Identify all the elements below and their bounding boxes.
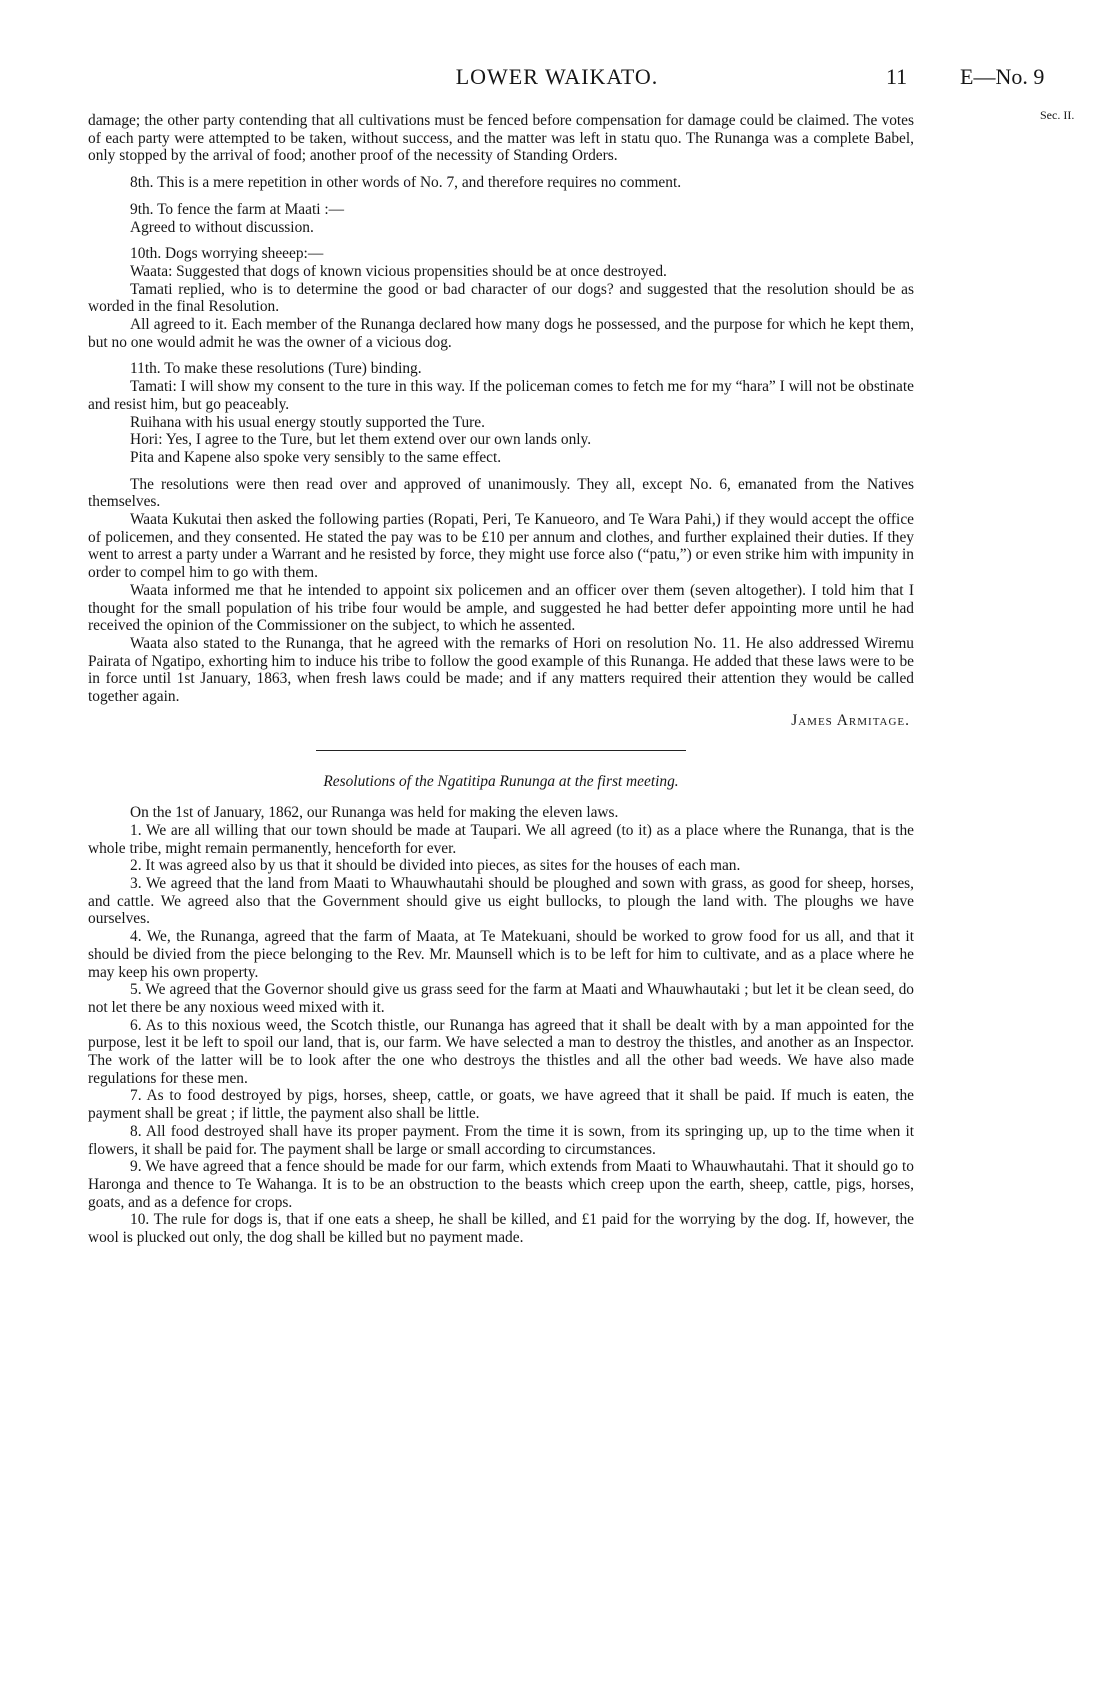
paragraph: 8th. This is a mere repetition in other words of No. 7, and therefore requires no comment.: [130, 174, 682, 192]
resolution-item: On the 1st of January, 1862, our Runanga was held for making the eleven laws.: [130, 804, 619, 822]
paragraph: 9th. To fence the farm at Maati :—: [130, 200, 345, 218]
resolution-item: 8. All food destroyed shall have its proper payment. From the time it is sown, from its springing up, up to the time when it flowers, it shall be paid for. The payment shall be large or small according to circumstances.: [88, 1122, 914, 1158]
paragraph: damage; the other party contending that all cultivations must be fenced before compensation for damage could be claimed. The votes of each party were attempted to be taken, without success, and the matter was left in statu quo. The Runanga was a complete Babel, only stopped by the arrival of food; another proof of the necessity of Standing Orders.: [88, 112, 914, 165]
paragraph: Waata informed me that he intended to appoint six policemen and an officer over them (seven altogether). I told him that I thought for the small population of his tribe four would be ample, and suggested he had better defer appointing more until he had received the opinion of the Commissioner on the subject, to which he assented.: [88, 581, 914, 635]
paragraph: 10th. Dogs worrying sheeep:—: [130, 245, 324, 263]
resolution-item: 2. It was agreed also by us that it should be divided into pieces, as sites for the houses of each man.: [130, 857, 741, 875]
resolution-item: 10. The rule for dogs is, that if one eats a sheep, he shall be killed, and £1 paid for the worrying by the dog. If, however, the wool is plucked out only, the dog shall be killed but no payment made.: [88, 1211, 914, 1247]
page-number: 11: [886, 64, 908, 89]
paragraph: Waata also stated to the Runanga, that he agreed with the remarks of Hori on resolution No. 11. He also addressed Wiremu Pairata of Ngatipo, exhorting him to induce his tribe to follow the good example of this Runanga. He added that these laws were to be in force until 1st January, 1863, when fresh laws could be made; and if any matters required their attention they would be called together again.: [88, 634, 914, 706]
paragraph: Ruihana with his usual energy stoutly supported the Ture.: [130, 413, 485, 431]
paragraph: Tamati: I will show my consent to the ture in this way. If the policeman comes to fetch me for my “hara” I will not be obstinate and resist him, but go peaceably.: [88, 378, 914, 413]
resolution-item: 4. We, the Runanga, agreed that the farm of Maata, at Te Matekuani, should be worked to grow food for us all, and that it should be divied from the piece belonging to the Rev. Mr. Maunsell which is to be left for him to cultivate, and as a place where he may keep his own property.: [88, 928, 914, 981]
paragraph: Tamati replied, who is to determine the good or bad character of our dogs? and suggested that the resolution should be as worded in the final Resolution.: [88, 280, 914, 316]
paragraph: All agreed to it. Each member of the Runanga declared how many dogs he possessed, and the purpose for which he kept them, but no one would admit he was the owner of a vicious dog.: [88, 316, 914, 351]
paragraph: Agreed to without discussion.: [130, 218, 314, 236]
paragraph: Pita and Kapene also spoke very sensibly to the same effect.: [130, 448, 502, 466]
resolution-item: 6. As to this noxious weed, the Scotch thistle, our Runanga has agreed that it shall be dealt with by a man appointed for the purpose, lest it be left to spoil our land, that is, our farm. We have selected a man to destroy the thistles, and another as an Inspector. The work of the latter will be to look after the one who destroys the thistles and all the other bad weeds. We have also made regulations for these men.: [88, 1016, 914, 1087]
resolution-item: 7. As to food destroyed by pigs, horses, sheep, cattle, or goats, we have agreed that it shall be paid. If much is eaten, the payment shall be great ; if little, the payment also shall be little.: [88, 1087, 914, 1123]
section-heading: Resolutions of the Ngatitipa Rununga at the first meeting.: [323, 772, 679, 790]
paragraph: Waata: Suggested that dogs of known vicious propensities should be at once destroyed.: [130, 262, 667, 280]
paragraph: 11th. To make these resolutions (Ture) binding.: [130, 360, 422, 378]
resolution-item: 9. We have agreed that a fence should be made for our farm, which extends from Maati to Whauwhautahi. That it should go to Haronga and thence to Te Wahanga. It is to be an obstruction to the beasts which creep upon the earth, sheep, cattle, pigs, horses, goats, and as a defence for crops.: [88, 1158, 914, 1211]
resolution-item: 3. We agreed that the land from Maati to Whauwhautahi should be ploughed and sown with grass, as good for sheep, horses, and cattle. We agreed also that the Government should give us eight bullocks, to plough the land with. The ploughs we have ourselves.: [88, 875, 914, 928]
paragraph: The resolutions were then read over and approved of unanimously. They all, except No. 6, emanated from the Natives themselves.: [88, 475, 914, 511]
paragraph: Waata Kukutai then asked the following parties (Ropati, Peri, Te Kanueoro, and Te Wara Pahi,) if they would accept the office of policemen, and they consented. He stated the pay was to be £10 per annum and clothes, and further explained their duties. If they went to arrest a party under a Warrant and he resisted by force, they might use force also (“patu,”) or even strike him with impunity in order to compel him to go with them.: [88, 511, 914, 582]
signature: James Armitage.: [791, 711, 910, 729]
resolution-item: 1. We are all willing that our town should be made at Taupari. We all agreed (to it) as a place where the Runanga, that is the whole tribe, might remain permanently, henceforth for ever.: [88, 821, 914, 857]
document-reference: E—No. 9: [960, 64, 1045, 89]
paragraph: Hori: Yes, I agree to the Ture, but let them extend over our own lands only.: [130, 431, 592, 449]
running-title: LOWER WAIKATO.: [455, 64, 659, 89]
page-body: [88, 112, 914, 1247]
resolution-item: 5. We agreed that the Governor should give us grass seed for the farm at Maati and Whauwhautaki ; but let it be clean seed, do not let there be any noxious weed mixed with it.: [88, 981, 914, 1016]
section-marker: Sec. II.: [1040, 108, 1075, 122]
section-divider: [316, 750, 686, 751]
